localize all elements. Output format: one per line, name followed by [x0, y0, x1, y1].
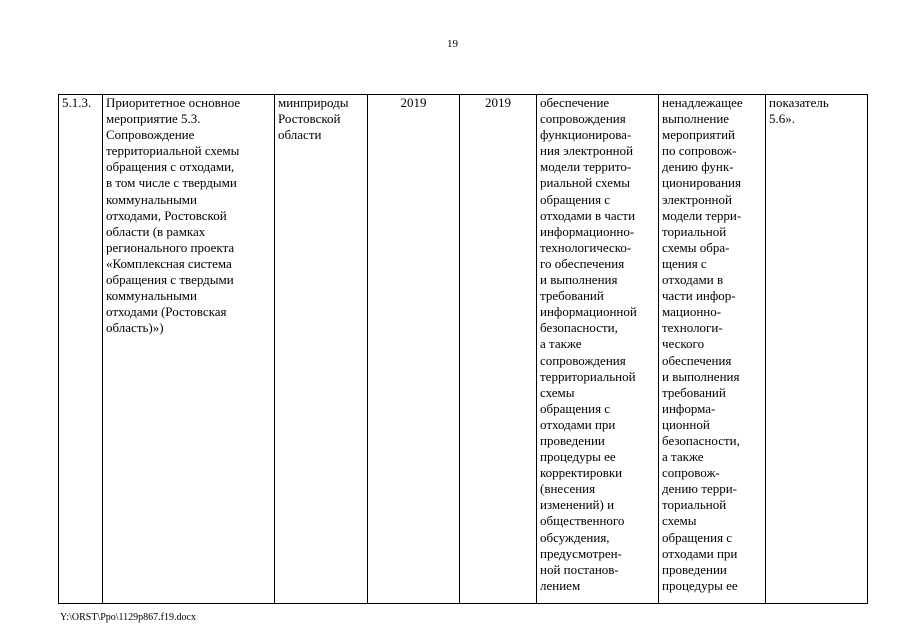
start-year-cell: [368, 95, 460, 604]
footer-file-path: Y:\ORST\Ppo\1129p867.f19.docx: [60, 612, 196, 623]
start-year: 2019: [400, 95, 427, 110]
activity-code-cell: [59, 95, 103, 604]
consequences-cell: [659, 95, 766, 604]
indicator-link: показатель 5.6».: [769, 95, 829, 127]
activity-name: Приоритетное основное мероприятие 5.3. Сопровождение территориальной схемы обращения с отходами, в том числе с твердыми коммунальными отходами, Ростовской области (в рамках регионального проекта «Комплексная система обращения с твердыми коммунальными отходами (Ростовская область)»): [106, 95, 241, 336]
executor: минприроды Ростовской области: [278, 95, 349, 143]
page-number: 19: [447, 38, 458, 50]
expected-result-cell: [537, 95, 659, 604]
end-year: 2019: [485, 95, 511, 110]
program-table: [58, 94, 868, 604]
activity-name-cell: [103, 95, 275, 604]
consequences: ненадлежащее выполнение мероприятий по сопровож- дению функ- ционирования электронной модели терри- ториальной схемы обра- щения с отходами в части инфор- мационно- технологи- ческого обеспечения и выполнения требований информа- ционной безопасности, а также сопровож- дению терри- ториальной схемы обращения с отходами при проведении процедуры ее: [662, 95, 743, 593]
executor-cell: [275, 95, 368, 604]
table-row: [59, 95, 868, 604]
end-year-cell: [460, 95, 537, 604]
indicator-link-cell: [766, 95, 868, 604]
expected-result: обеспечение сопровождения функционирова- ния электронной модели террито- риальной схемы обращения с отходами в части информационно- технологическо- го обеспечения и выполнения требований информационной безопасности, а также сопровождения территориальной схемы обращения с отходами при проведении процедуры ее корректировки (внесения изменений) и общественного обсуждения, предусмотрен- ной постанов- лением: [540, 95, 637, 593]
activity-code: 5.1.3.: [62, 95, 92, 110]
